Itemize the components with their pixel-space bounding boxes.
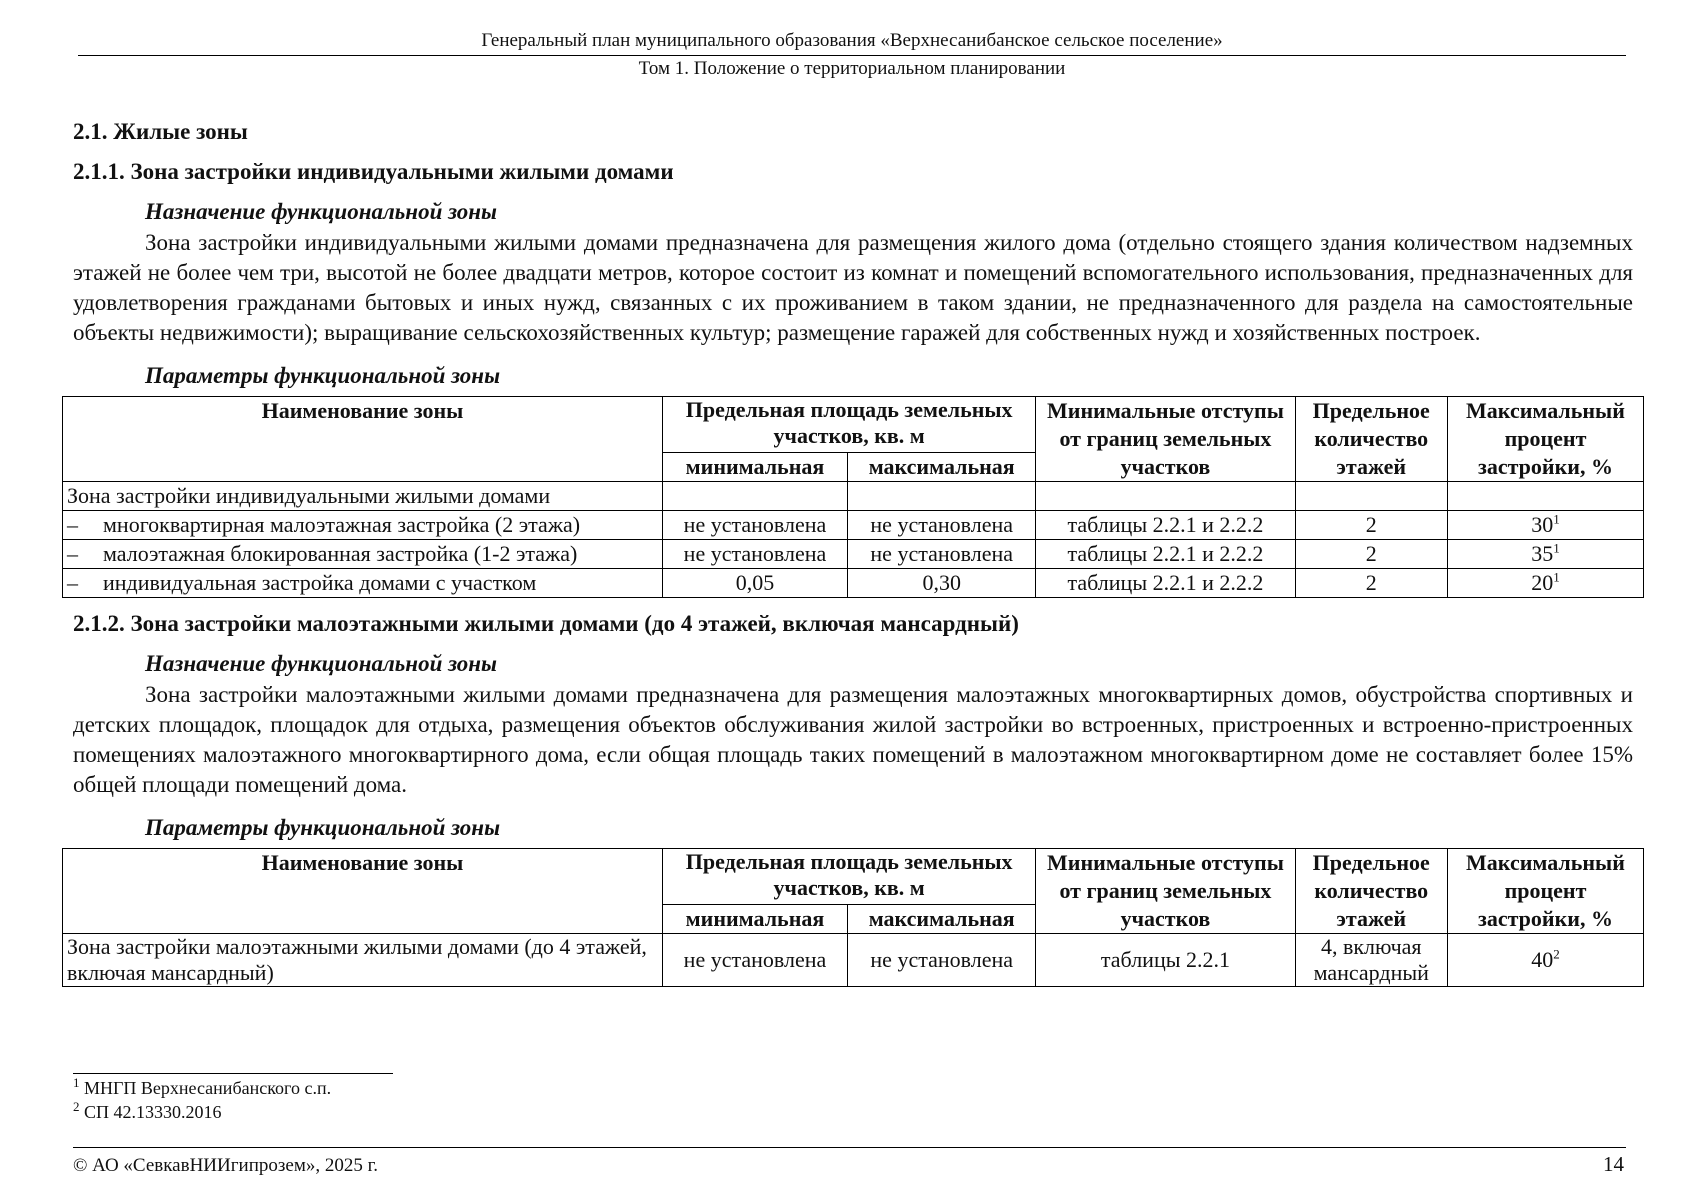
footnote-ref: 1 — [1553, 569, 1560, 585]
col-header-floors: Предельное количество этажей — [1295, 397, 1447, 482]
table-row-zone — [63, 482, 1644, 511]
page-number: 14 — [1603, 1152, 1624, 1176]
footnote-ref: 1 — [1553, 511, 1560, 527]
col-header-zone-name: Наименование зоны — [63, 849, 663, 934]
footnote-1: $^1$ МНГП Верхнесанибанского с.п. — [73, 1075, 332, 1098]
setbacks-cell: таблицы 2.2.1 — [1036, 934, 1295, 987]
subsection-title-2: 2.1.2. Зона застройки малоэтажными жилыми домами (до 4 этажей, включая мансардный) — [73, 611, 1019, 636]
table-header-row — [63, 849, 1644, 905]
table-row — [63, 569, 1644, 598]
footer-copyright: © АО «СевкавНИИгипрозем», 2025 г. — [73, 1155, 378, 1176]
table-row — [63, 934, 1644, 987]
percent-cell: $30^1$ — [1447, 511, 1643, 540]
list-dash: – — [67, 512, 78, 537]
row-name-cell: – многоквартирная малоэтажная застройка (2 этажа) — [63, 511, 663, 540]
header-rule — [78, 55, 1626, 56]
list-dash: – — [67, 570, 78, 595]
col-header-min: минимальная — [662, 905, 847, 934]
params-table-2 — [62, 848, 1644, 987]
setbacks-cell: таблицы 2.2.1 и 2.2.2 — [1036, 540, 1295, 569]
params-heading-2: Параметры функциональной зоны — [145, 815, 501, 840]
params-heading-1: Параметры функциональной зоны — [145, 363, 501, 388]
percent-cell: $40^2$ — [1447, 934, 1643, 987]
table-row — [63, 540, 1644, 569]
max-area-cell: не установлена — [848, 540, 1036, 569]
col-header-min: минимальная — [662, 453, 847, 482]
col-header-max: максимальная — [848, 453, 1036, 482]
purpose-heading-1: Назначение функциональной зоны — [145, 199, 498, 224]
purpose-heading-2: Назначение функциональной зоны — [145, 651, 498, 676]
col-header-area: Предельная площадь земельных участков, кв. м — [662, 849, 1035, 905]
footnote-ref: 2 — [1553, 946, 1560, 962]
col-header-setbacks: Минимальные отступы от границ земельных участков — [1036, 849, 1295, 934]
max-area-cell: 0,30 — [848, 569, 1036, 598]
floors-cell: 2 — [1295, 569, 1447, 598]
col-header-percent: Максимальный процент застройки, % — [1447, 397, 1643, 482]
table-row — [63, 511, 1644, 540]
min-area-cell: не установлена — [662, 934, 847, 987]
floors-cell: 2 — [1295, 540, 1447, 569]
row-name-cell: – индивидуальная застройка домами с участком — [63, 569, 663, 598]
purpose-text-1: Зона застройки индивидуальными жилыми домами предназначена для размещения жилого дома (отдельно стоящего здания количеством надземных этажей не более чем три, высотой не более двадцати метров, которое состоит из комнат и помещений вспомогательного использования, предназначенных для удовлетворения гражданами бытовых и иных нужд, связанных с их проживанием в таком здании, не предназначенного для раздела на самостоятельные объекты недвижимости); выращивание сельскохозяйственных культур; размещение гаражей для собственных нужд и хозяйственных построек. — [73, 230, 1633, 345]
floors-cell: 2 — [1295, 511, 1447, 540]
min-area-cell: не установлена — [662, 540, 847, 569]
col-header-floors: Предельное количество этажей — [1295, 849, 1447, 934]
floors-cell: 4, включая мансардный — [1295, 934, 1447, 987]
running-header — [78, 28, 1626, 54]
min-area-cell: не установлена — [662, 511, 847, 540]
section-title: 2.1. Жилые зоны — [73, 119, 248, 144]
table-header-row — [63, 397, 1644, 453]
percent-cell: $35^1$ — [1447, 540, 1643, 569]
col-header-setbacks: Минимальные отступы от границ земельных участков — [1036, 397, 1295, 482]
footnotes — [73, 1076, 331, 1124]
col-header-zone-name: Наименование зоны — [63, 397, 663, 482]
header-volume-title: Том 1. Положение о территориальном планировании — [638, 58, 1066, 79]
row-name-cell: Зона застройки малоэтажными жилыми домами (до 4 этажей, включая мансардный) — [63, 934, 663, 987]
params-table-1 — [62, 396, 1644, 598]
row-name-cell: – малоэтажная блокированная застройка (1-2 этажа) — [63, 540, 663, 569]
zone-name-cell: Зона застройки индивидуальными жилыми домами — [63, 482, 663, 511]
max-area-cell: не установлена — [848, 934, 1036, 987]
purpose-text-2: Зона застройки малоэтажными жилыми домами предназначена для размещения малоэтажных многоквартирных домов, обустройства спортивных и детских площадок, площадок для отдыха, размещения объектов обслуживания жилой застройки во встроенных, пристроенных и встроенно-пристроенных помещениях малоэтажного многоквартирного дома, если общая площадь таких помещений в малоэтажном многоквартирном доме не составляет более 15% общей площади помещений дома. — [73, 682, 1633, 797]
footnote-2: $^2$ СП 42.13330.2016 — [73, 1099, 222, 1122]
percent-cell: $20^1$ — [1447, 569, 1643, 598]
col-header-area: Предельная площадь земельных участков, кв. м — [662, 397, 1035, 453]
footnote-ref: 1 — [1553, 540, 1560, 556]
footer-rule — [73, 1147, 1626, 1148]
page-content — [67, 112, 1633, 987]
subsection-title-1: 2.1.1. Зона застройки индивидуальными жилыми домами — [73, 159, 674, 184]
min-area-cell: 0,05 — [662, 569, 847, 598]
max-area-cell: не установлена — [848, 511, 1036, 540]
col-header-percent: Максимальный процент застройки, % — [1447, 849, 1643, 934]
footnote-rule — [73, 1073, 393, 1074]
list-dash: – — [67, 541, 78, 566]
setbacks-cell: таблицы 2.2.1 и 2.2.2 — [1036, 569, 1295, 598]
header-document-title: Генеральный план муниципального образования «Верхнесанибанское сельское поселение» — [481, 30, 1223, 51]
col-header-max: максимальная — [848, 905, 1036, 934]
setbacks-cell: таблицы 2.2.1 и 2.2.2 — [1036, 511, 1295, 540]
